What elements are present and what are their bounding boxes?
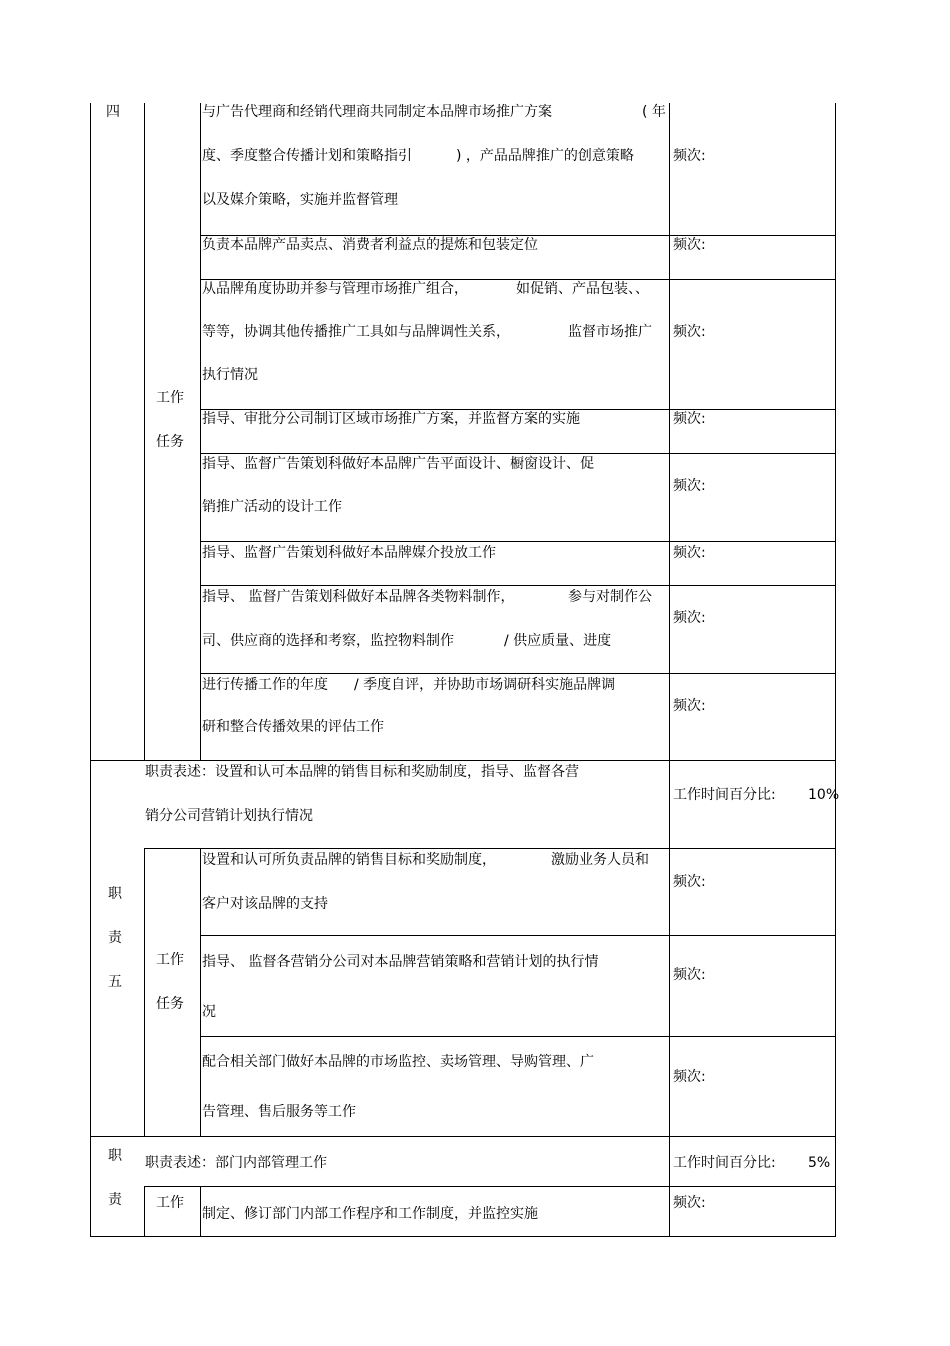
frequency-label: 频次: — [673, 610, 706, 626]
frequency-label: 频次: — [673, 148, 706, 164]
frequency-label: 频次: — [673, 1069, 706, 1085]
time-percentage-label: 工作时间百分比: — [673, 1155, 776, 1171]
task-text: 负责本品牌产品卖点、消费者利益点的提炼和包装定位 — [202, 237, 538, 253]
section-5-label-char: 职 — [108, 886, 122, 902]
task-text: 以及媒介策略，实施并监督管理 — [202, 192, 398, 208]
task-text: 度、季度整合传播计划和策略指引 — [202, 148, 412, 164]
task-text: ) ，产品品牌推广的创意策略 — [456, 148, 634, 164]
task-text: 参与对制作公 — [568, 589, 652, 605]
task-text: 等等，协调其他传播推广工具如与品牌调性关系， — [202, 324, 510, 340]
duty-description: 职责表述：设置和认可本品牌的销售目标和奖励制度，指导、监督各营 — [145, 764, 579, 780]
work-task-label-line1: 工作 — [156, 390, 184, 406]
section-5-label-char: 五 — [108, 974, 122, 990]
task-text: 指导、 监督各营销分公司对本品牌营销策略和营销计划的执行情 — [202, 954, 599, 970]
frequency-label: 频次: — [673, 411, 706, 427]
task-text: 从品牌角度协助并参与管理市场推广组合， — [202, 281, 468, 297]
task-text: 配合相关部门做好本品牌的市场监控、卖场管理、导购管理、广 — [202, 1054, 594, 1070]
task-text: 况 — [202, 1004, 216, 1020]
section-6-label-char: 职 — [108, 1148, 122, 1164]
task-text: 指导、监督广告策划科做好本品牌媒介投放工作 — [202, 545, 496, 561]
duty-description: 销分公司营销计划执行情况 — [145, 808, 313, 824]
task-text: 指导、审批分公司制订区域市场推广方案，并监督方案的实施 — [202, 411, 580, 427]
task-text: 设置和认可所负责品牌的销售目标和奖励制度， — [202, 852, 496, 868]
frequency-label: 频次: — [673, 967, 706, 983]
task-text: 进行传播工作的年度 — [202, 677, 328, 693]
section-5-label-char: 责 — [108, 930, 122, 946]
work-task-label-line1: 工作 — [156, 952, 184, 968]
task-text: 研和整合传播效果的评估工作 — [202, 719, 384, 735]
task-text: 客户对该品牌的支持 — [202, 896, 328, 912]
task-text: 如促销、产品包装、、 — [516, 281, 649, 297]
task-text: 指导、监督广告策划科做好本品牌广告平面设计、橱窗设计、促 — [202, 456, 594, 472]
task-text: 指导、 监督广告策划科做好本品牌各类物料制作， — [202, 589, 515, 605]
task-text: / 季度自评，并协助市场调研科实施品牌调 — [354, 677, 616, 693]
task-text: ( 年 — [642, 104, 666, 120]
task-text: 与广告代理商和经销代理商共同制定本品牌市场推广方案 — [202, 104, 552, 120]
work-task-label-line2: 任务 — [156, 434, 184, 450]
frequency-label: 频次: — [673, 237, 706, 253]
work-task-label-line2: 任务 — [156, 996, 184, 1012]
task-text: 制定、修订部门内部工作程序和工作制度，并监控实施 — [202, 1206, 538, 1222]
task-text: 激励业务人员和 — [551, 852, 649, 868]
time-percentage-label: 工作时间百分比: — [673, 787, 776, 803]
section-6-label-char: 责 — [108, 1192, 122, 1208]
frequency-label: 频次: — [673, 545, 706, 561]
time-percentage-value: 10% — [808, 787, 840, 803]
frequency-label: 频次: — [673, 1195, 706, 1211]
frequency-label: 频次: — [673, 874, 706, 890]
frequency-label: 频次: — [673, 324, 706, 340]
duty-description: 职责表述：部门内部管理工作 — [145, 1155, 327, 1171]
task-text: / 供应质量、进度 — [504, 633, 612, 649]
task-text: 执行情况 — [202, 367, 258, 383]
task-text: 司、供应商的选择和考察，监控物料制作 — [202, 633, 454, 649]
task-text: 告管理、售后服务等工作 — [202, 1104, 356, 1120]
section-4-index: 四 — [106, 104, 120, 120]
time-percentage-value: 5% — [808, 1155, 831, 1171]
frequency-label: 频次: — [673, 698, 706, 714]
task-text: 监督市场推广 — [568, 324, 652, 340]
frequency-label: 频次: — [673, 478, 706, 494]
task-text: 销推广活动的设计工作 — [202, 499, 342, 515]
work-task-label-line1: 工作 — [156, 1195, 184, 1211]
